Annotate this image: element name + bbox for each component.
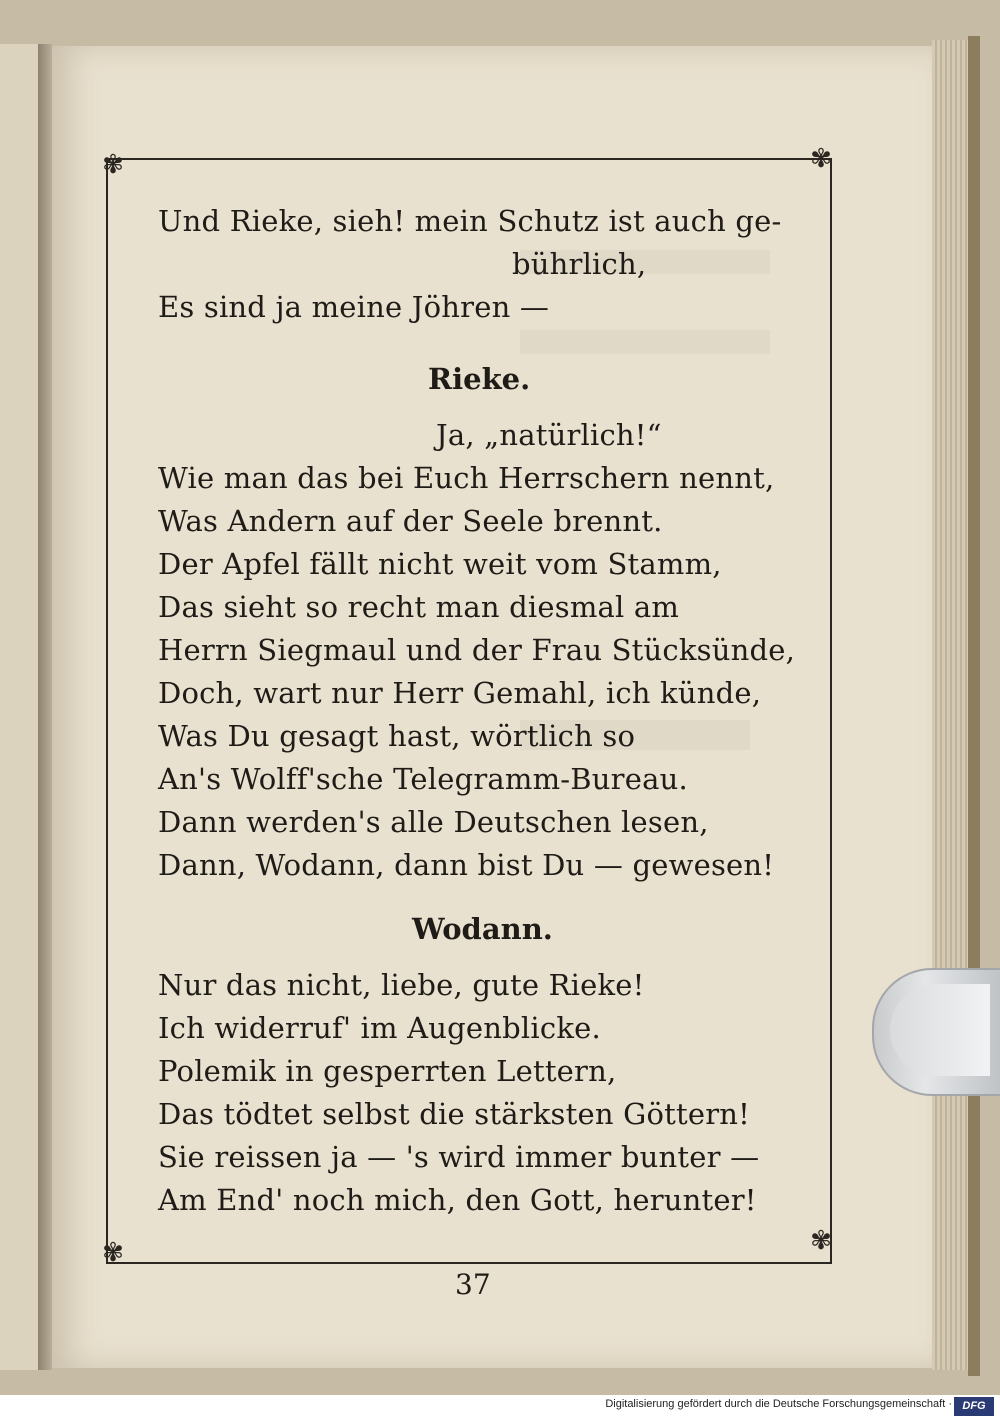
left-page-edge	[0, 44, 40, 1370]
verse-line: Polemik in gesperrten Lettern,	[158, 1054, 617, 1088]
digitization-credit: Digitalisierung gefördert durch die Deutsche Forschungsgemeinschaft ·	[605, 1398, 952, 1410]
page-number: 37	[455, 1268, 491, 1301]
speaker-heading: Rieke.	[428, 362, 531, 396]
verse-line: Herrn Siegmaul und der Frau Stücksünde,	[158, 633, 796, 667]
verse-line: bührlich,	[512, 247, 647, 281]
page-holder-clip	[872, 968, 1000, 1096]
verse-line: Sie reissen ja — 's wird immer bunter —	[158, 1140, 760, 1174]
corner-ornament-icon: ✾	[810, 144, 832, 174]
verse-line: Das tödtet selbst die stärksten Göttern!	[158, 1097, 751, 1131]
verse-line: Es sind ja meine Jöhren —	[158, 290, 550, 324]
corner-ornament-icon: ✾	[102, 1238, 124, 1268]
verse-line: Wie man das bei Euch Herrschern nennt,	[158, 461, 775, 495]
scan-footer	[0, 1395, 1000, 1419]
verse-line: Ja, „natürlich!“	[436, 418, 662, 452]
book-cover-edge	[968, 36, 980, 1376]
verse-line: Am End' noch mich, den Gott, herunter!	[158, 1183, 757, 1217]
verse-line: Das sieht so recht man diesmal am	[158, 590, 680, 624]
verse-line: Nur das nicht, liebe, gute Rieke!	[158, 968, 645, 1002]
verse-line: Was Du gesagt hast, wörtlich so	[158, 719, 636, 753]
verse-line: Und Rieke, sieh! mein Schutz ist auch ge-	[158, 204, 782, 238]
verse-line: An's Wolff'sche Telegramm-Bureau.	[158, 762, 688, 796]
book-spine-gutter	[38, 44, 52, 1370]
speaker-heading: Wodann.	[412, 912, 553, 946]
verse-line: Was Andern auf der Seele brennt.	[158, 504, 663, 538]
page-holder-clip-inner	[890, 984, 990, 1076]
corner-ornament-icon: ✾	[102, 150, 124, 180]
verse-line: Der Apfel fällt nicht weit vom Stamm,	[158, 547, 722, 581]
page-stack-edge	[932, 40, 968, 1370]
verse-line: Dann, Wodann, dann bist Du — gewesen!	[158, 848, 775, 882]
verse-line: Dann werden's alle Deutschen lesen,	[158, 805, 709, 839]
corner-ornament-icon: ✾	[810, 1226, 832, 1256]
dfg-logo: DFG	[954, 1397, 994, 1416]
verse-line: Ich widerruf' im Augenblicke.	[158, 1011, 601, 1045]
verse-line: Doch, wart nur Herr Gemahl, ich künde,	[158, 676, 762, 710]
